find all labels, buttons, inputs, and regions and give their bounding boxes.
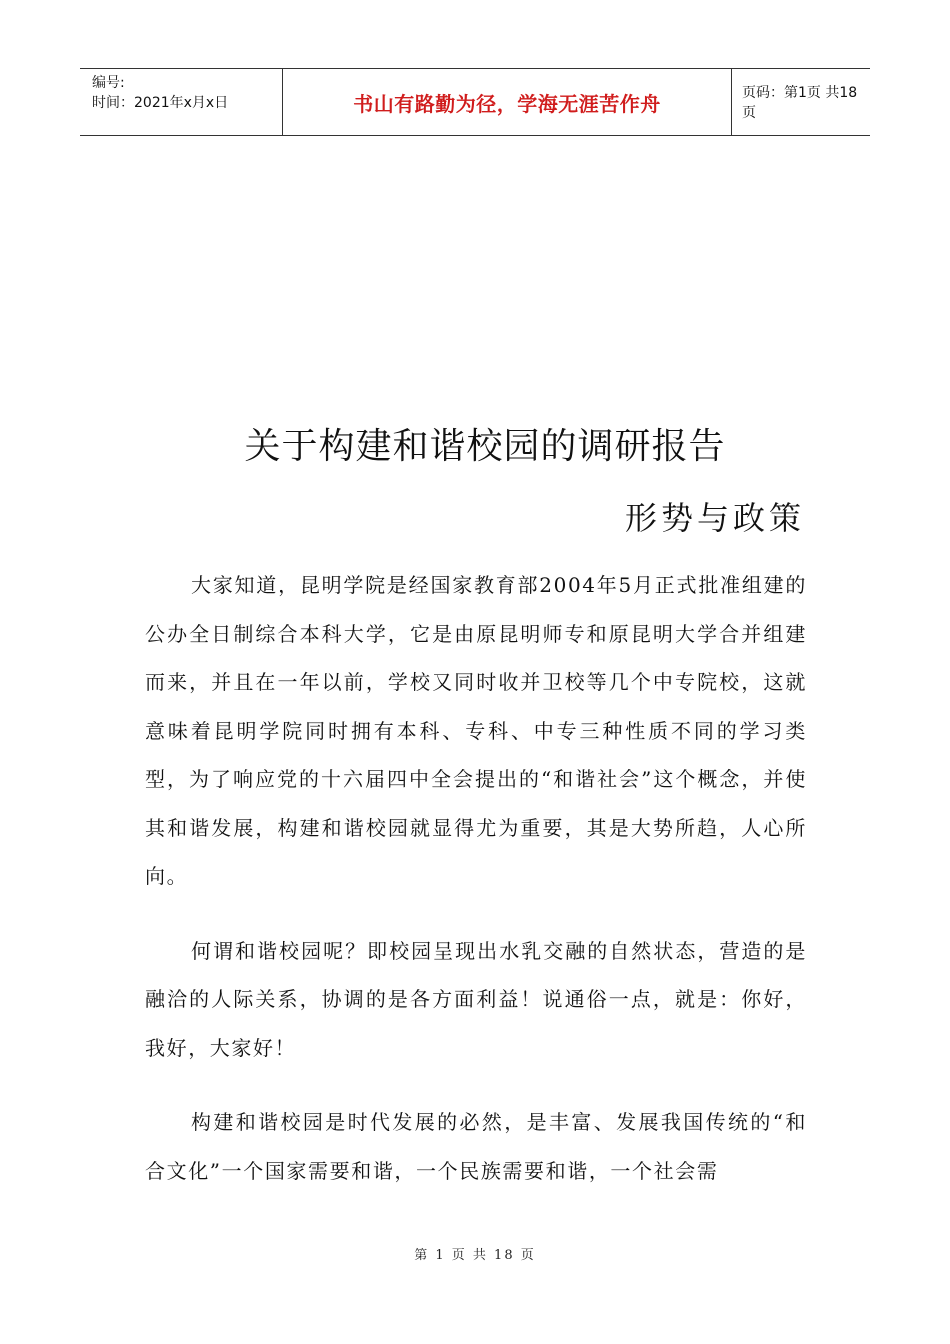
header-page-info: 页码：第1页 共18页 [742, 85, 858, 121]
document-date: 时间：2021年x月x日 [92, 95, 229, 111]
document-number-label: 编号: [92, 75, 125, 91]
document-body [145, 561, 807, 1195]
header-motto: 书山有路勤为径，学海无涯苦作舟 [282, 69, 732, 135]
document-subtitle: 形势与政策 [624, 499, 805, 537]
paragraph: 构建和谐校园是时代发展的必然，是丰富、发展我国传统的“和合文化”一个国家需要和谐，一个民族需要和谐，一个社会需 [145, 1110, 807, 1183]
page-footer: 第 1 页 共 18 页 [414, 1248, 536, 1263]
paragraph: 何谓和谐校园呢？即校园呈现出水乳交融的自然状态，营造的是融洽的人际关系，协调的是各方面利益！说通俗一点，就是：你好，我好，大家好！ [145, 938, 807, 1060]
paragraph: 大家知道，昆明学院是经国家教育部2004年5月正式批准组建的公办全日制综合本科大学，它是由原昆明师专和原昆明大学合并组建而来，并且在一年以前，学校又同时收并卫校等几个中专院校，这就意味着昆明学院同时拥有本科、专科、中专三种性质不同的学习类型，为了响应党的十六届四中全会提出的“和谐社会”这个概念，并使其和谐发展，构建和谐校园就显得尤为重要，其是大势所趋，人心所向。 [145, 573, 807, 888]
page-header [80, 68, 870, 136]
header-meta [80, 69, 282, 135]
document-title: 关于构建和谐校园的调研报告 [244, 426, 726, 467]
